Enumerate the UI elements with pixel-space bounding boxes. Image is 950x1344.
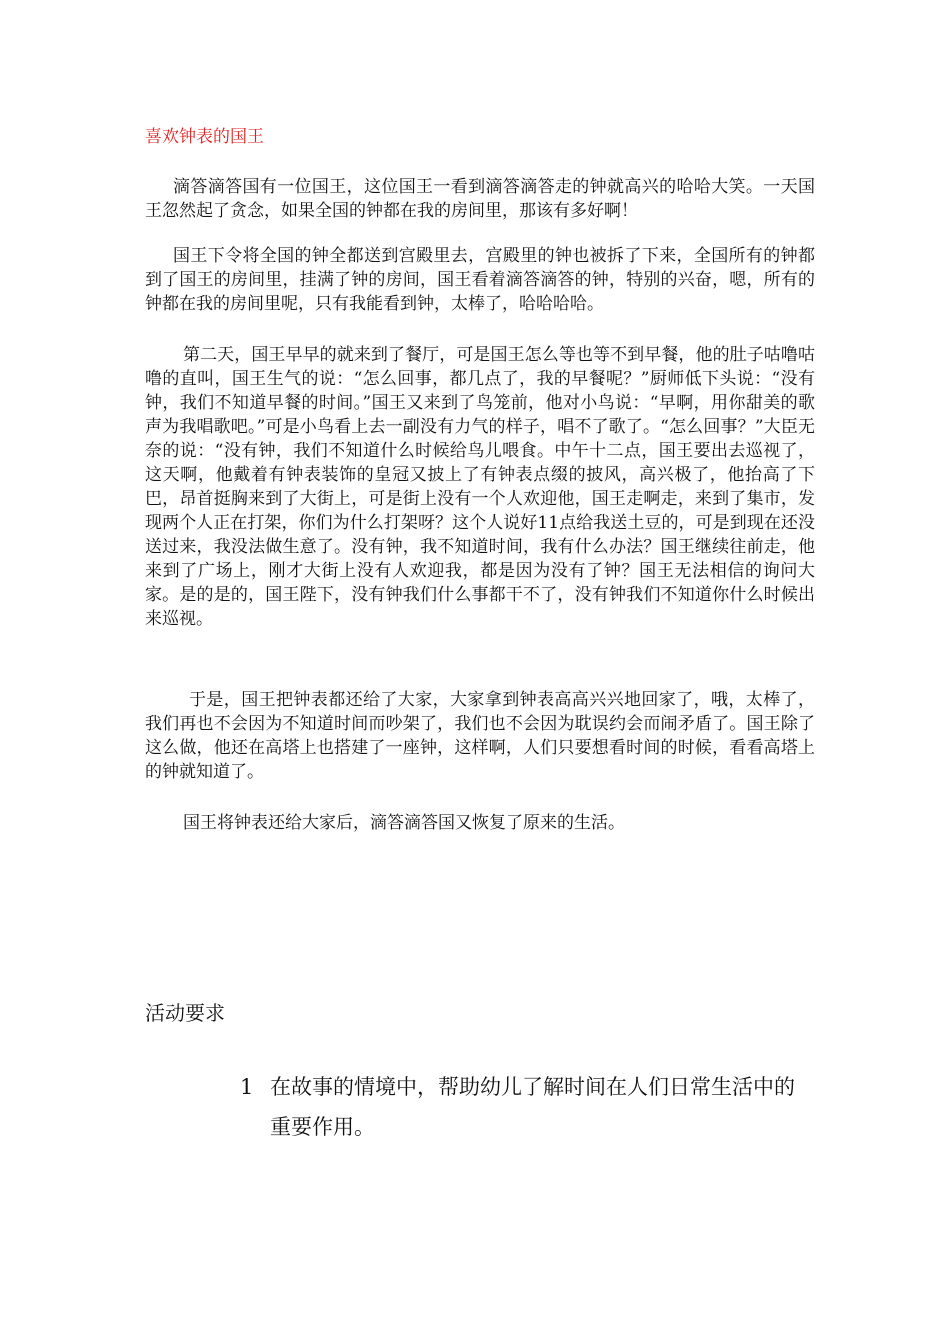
story-paragraph: 第二天，国王早早的就来到了餐厅，可是国王怎么等也等不到早餐，他的肚子咕噜咕噜的直叫，国王生气的说：“怎么回事，都几点了，我的早餐呢？”厨师低下头说：“没有钟，我们不知道早餐的时间。”国王又来到了鸟笼前，他对小鸟说：“早啊，用你甜美的歌声为我唱歌吧。”可是小鸟看上去一副没有力气的样子，唱不了歌了。“怎么回事？”大臣无奈的说：“没有钟，我们不知道什么时候给鸟儿喂食。中午十二点，国王要出去巡视了，这天啊，他戴着有钟表装饰的皇冠又披上了有钟表点缀的披风，高兴极了，他抬高了下巴，昂首挺胸来到了大街上，可是街上没有一个人欢迎他，国王走啊走，来到了集市，发现两个人正在打架，你们为什么打架呀？这个人说好11点给我送土豆的，可是到现在还没送过来，我没法做生意了。没有钟，我不知道时间，我有什么办法？国王继续往前走，他来到了广场上，刚才大街上没有人欢迎我，都是因为没有了钟？国王无法相信的询问大家。是的是的，国王陛下，没有钟我们什么事都干不了，没有钟我们不知道你什么时候出来巡视。 xyxy=(145,345,815,629)
requirement-item xyxy=(240,1067,800,1147)
story-paragraph: 滴答滴答国有一位国王，这位国王一看到滴答滴答走的钟就高兴的哈哈大笑。一天国王忽然起了贪念，如果全国的钟都在我的房间里，那该有多好啊！ xyxy=(145,177,815,221)
story-paragraph: 国王下令将全国的钟全都送到宫殿里去，宫殿里的钟也被拆了下来，全国所有的钟都到了国王的房间里，挂满了钟的房间，国王看着滴答滴答的钟，特别的兴奋，嗯，所有的钟都在我的房间里呢，只有我能看到钟，太棒了，哈哈哈哈。 xyxy=(145,246,815,314)
requirement-text: 在故事的情境中，帮助幼儿了解时间在人们日常生活中的重要作用。 xyxy=(270,1075,795,1139)
story-title: 喜欢钟表的国王 xyxy=(145,127,264,147)
story-paragraph: 于是，国王把钟表都还给了大家，大家拿到钟表高高兴兴地回家了，哦，太棒了，我们再也不会因为不知道时间而吵架了，我们也不会因为耽误约会而闹矛盾了。国王除了这么做，他还在高塔上也搭建了一座钟，这样啊，人们只要想看时间的时候，看看高塔上的钟就知道了。 xyxy=(145,690,815,782)
activity-requirements-heading: 活动要求 xyxy=(145,1001,225,1025)
requirement-number: 1 xyxy=(240,1075,254,1099)
story-paragraph: 国王将钟表还给大家后，滴答滴答国又恢复了原来的生活。 xyxy=(183,813,625,833)
